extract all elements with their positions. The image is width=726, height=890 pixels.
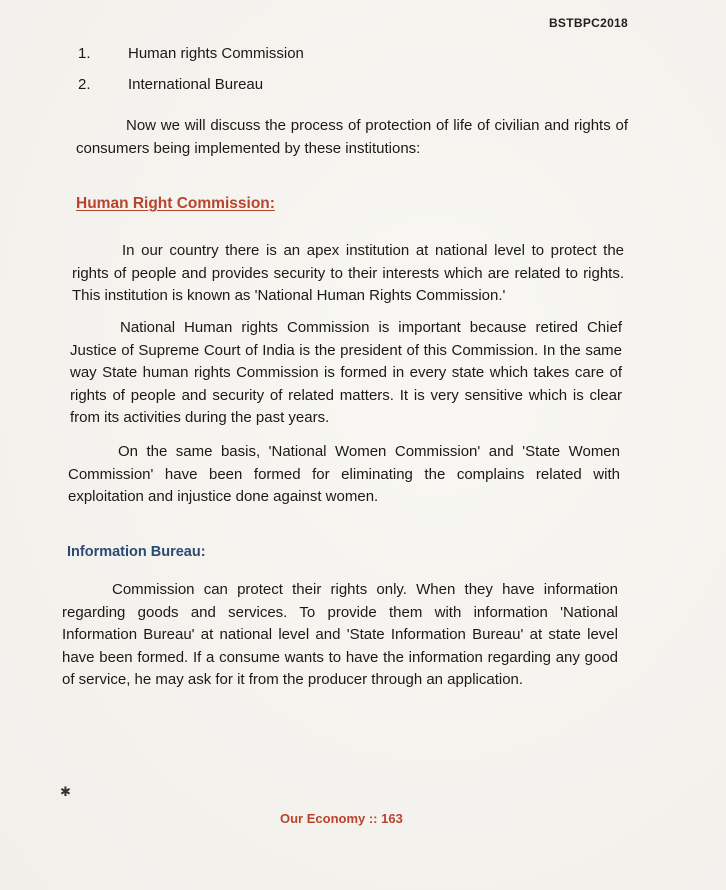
page-footer: Our Economy :: 163 bbox=[280, 811, 403, 826]
list-number: 2. bbox=[78, 76, 91, 93]
paragraph: In our country there is an apex institution at national level to protect the rights of people and provides security to their interests which are related to rights. This institution is known as 'National Human Rights Commission.' bbox=[72, 242, 624, 304]
intro-paragraph: Now we will discuss the process of protection of life of civilian and rights of consumers being implemented by these institutions: bbox=[76, 117, 628, 157]
document-code: BSTBPC2018 bbox=[548, 16, 628, 30]
section-heading-human-right-commission: Human Right Commission: bbox=[76, 195, 275, 212]
section-heading-information-bureau: Information Bureau: bbox=[67, 544, 206, 560]
paragraph: National Human rights Commission is important because retired Chief Justice of Supreme Court of India is the president of this Commission. In the same way State human rights Commission is formed in every state which takes care of rights of people and security of related matters. It is very sensitive which is clear from its activities during the past years. bbox=[70, 319, 622, 426]
list-label: International Bureau bbox=[128, 76, 264, 93]
list-label: Human rights Commission bbox=[128, 45, 304, 62]
paragraph: On the same basis, 'National Women Commission' and 'State Women Commission' have been formed for eliminating the complains related with exploitation and injustice done against women. bbox=[68, 443, 620, 505]
list-number: 1. bbox=[78, 45, 91, 62]
stray-mark-icon: ✱ bbox=[60, 784, 71, 799]
paragraph: Commission can protect their rights only. When they have information regarding goods and services. To provide them with information 'National Information Bureau' at national level and 'State Information Bureau' at state level have been formed. If a consume wants to have the information regarding any good of service, he may ask for it from the producer through an application. bbox=[62, 581, 618, 688]
